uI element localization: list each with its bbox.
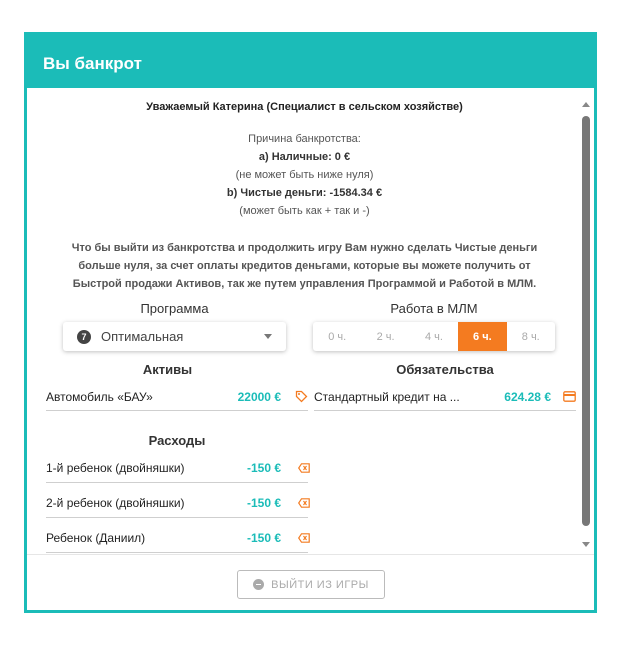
dialog-title: Вы банкрот <box>27 35 594 88</box>
divider <box>46 517 308 518</box>
credit-card-icon[interactable] <box>563 391 576 402</box>
tag-icon[interactable] <box>295 390 308 403</box>
asset-row <box>46 388 306 406</box>
asset-amount: 22000 € <box>237 390 281 404</box>
reason-heading: Причина банкротства: <box>248 133 361 145</box>
mlm-title: Работа в МЛМ <box>390 301 478 316</box>
program-title: Программа <box>140 301 209 316</box>
bankrupt-dialog <box>24 32 597 613</box>
exit-game-label: ВЫЙТИ ИЗ ИГРЫ <box>271 578 369 591</box>
expense-row <box>46 529 306 547</box>
hour-option-0[interactable]: 0 ч. <box>328 330 347 343</box>
scroll-down-arrow[interactable] <box>582 542 590 547</box>
bankruptcy-reason <box>27 130 582 220</box>
reason-cash-note: (не может быть ниже нуля) <box>235 169 374 181</box>
instructions-line: Быстрой продажи Активов, так же путем управления Программой и Работой в МЛМ. <box>72 278 537 290</box>
hour-option-4[interactable]: 4 ч. <box>424 330 443 343</box>
exit-game-button[interactable] <box>237 570 385 599</box>
expense-name: 2-й ребенок (двойняшки) <box>46 496 185 510</box>
reason-net-note: (может быть как + так и -) <box>239 205 370 217</box>
divider <box>314 410 576 411</box>
reason-cash: а) Наличные: 0 € <box>258 151 351 163</box>
expense-row <box>46 459 306 477</box>
liabilities-title: Обязательства <box>396 362 494 377</box>
program-select[interactable] <box>63 322 286 351</box>
reason-net: b) Чистые деньги: -1584.34 € <box>226 187 383 199</box>
instructions-line: Что бы выйти из банкротства и продолжить игру Вам нужно сделать Чистые деньги <box>71 242 538 254</box>
expense-amount: -150 € <box>246 531 281 545</box>
expense-name: 1-й ребенок (двойняшки) <box>46 461 185 475</box>
liability-name: Стандартный кредит на ... <box>314 390 460 404</box>
instructions-text <box>27 239 582 293</box>
scroll-up-arrow[interactable] <box>582 102 590 107</box>
dialog-content <box>27 88 594 554</box>
mlm-hours-toggle <box>313 322 555 351</box>
divider <box>46 552 308 553</box>
expense-row <box>46 494 306 512</box>
liability-amount: 624.28 € <box>504 390 551 404</box>
program-selected-value: Оптимальная <box>101 329 184 344</box>
scrollbar-thumb[interactable] <box>582 116 590 526</box>
divider <box>46 482 308 483</box>
instructions-line: больше нуля, за счет оплаты кредитов деньгами, которые вы можете получить от <box>78 260 531 272</box>
expense-amount: -150 € <box>246 461 281 475</box>
backspace-icon[interactable] <box>298 498 310 508</box>
hour-option-2[interactable]: 2 ч. <box>376 330 395 343</box>
hour-option-8[interactable]: 8 ч. <box>521 330 540 343</box>
expense-amount: -150 € <box>246 496 281 510</box>
asset-name: Автомобиль «БАУ» <box>46 390 153 404</box>
chevron-down-icon <box>264 334 272 339</box>
divider <box>46 410 308 411</box>
dialog-footer <box>27 554 594 610</box>
hour-option-6[interactable]: 6 ч. <box>458 322 506 351</box>
assets-title: Активы <box>142 362 193 377</box>
backspace-icon[interactable] <box>298 463 310 473</box>
liability-row <box>314 388 554 406</box>
greeting-text: Уважаемый Катерина (Специалист в сельском хозяйстве) <box>146 101 463 113</box>
expense-name: Ребенок (Даниил) <box>46 531 146 545</box>
program-badge: 7 <box>77 330 91 344</box>
backspace-icon[interactable] <box>298 533 310 543</box>
minus-circle-icon <box>253 579 264 590</box>
expenses-title: Расходы <box>148 433 206 448</box>
